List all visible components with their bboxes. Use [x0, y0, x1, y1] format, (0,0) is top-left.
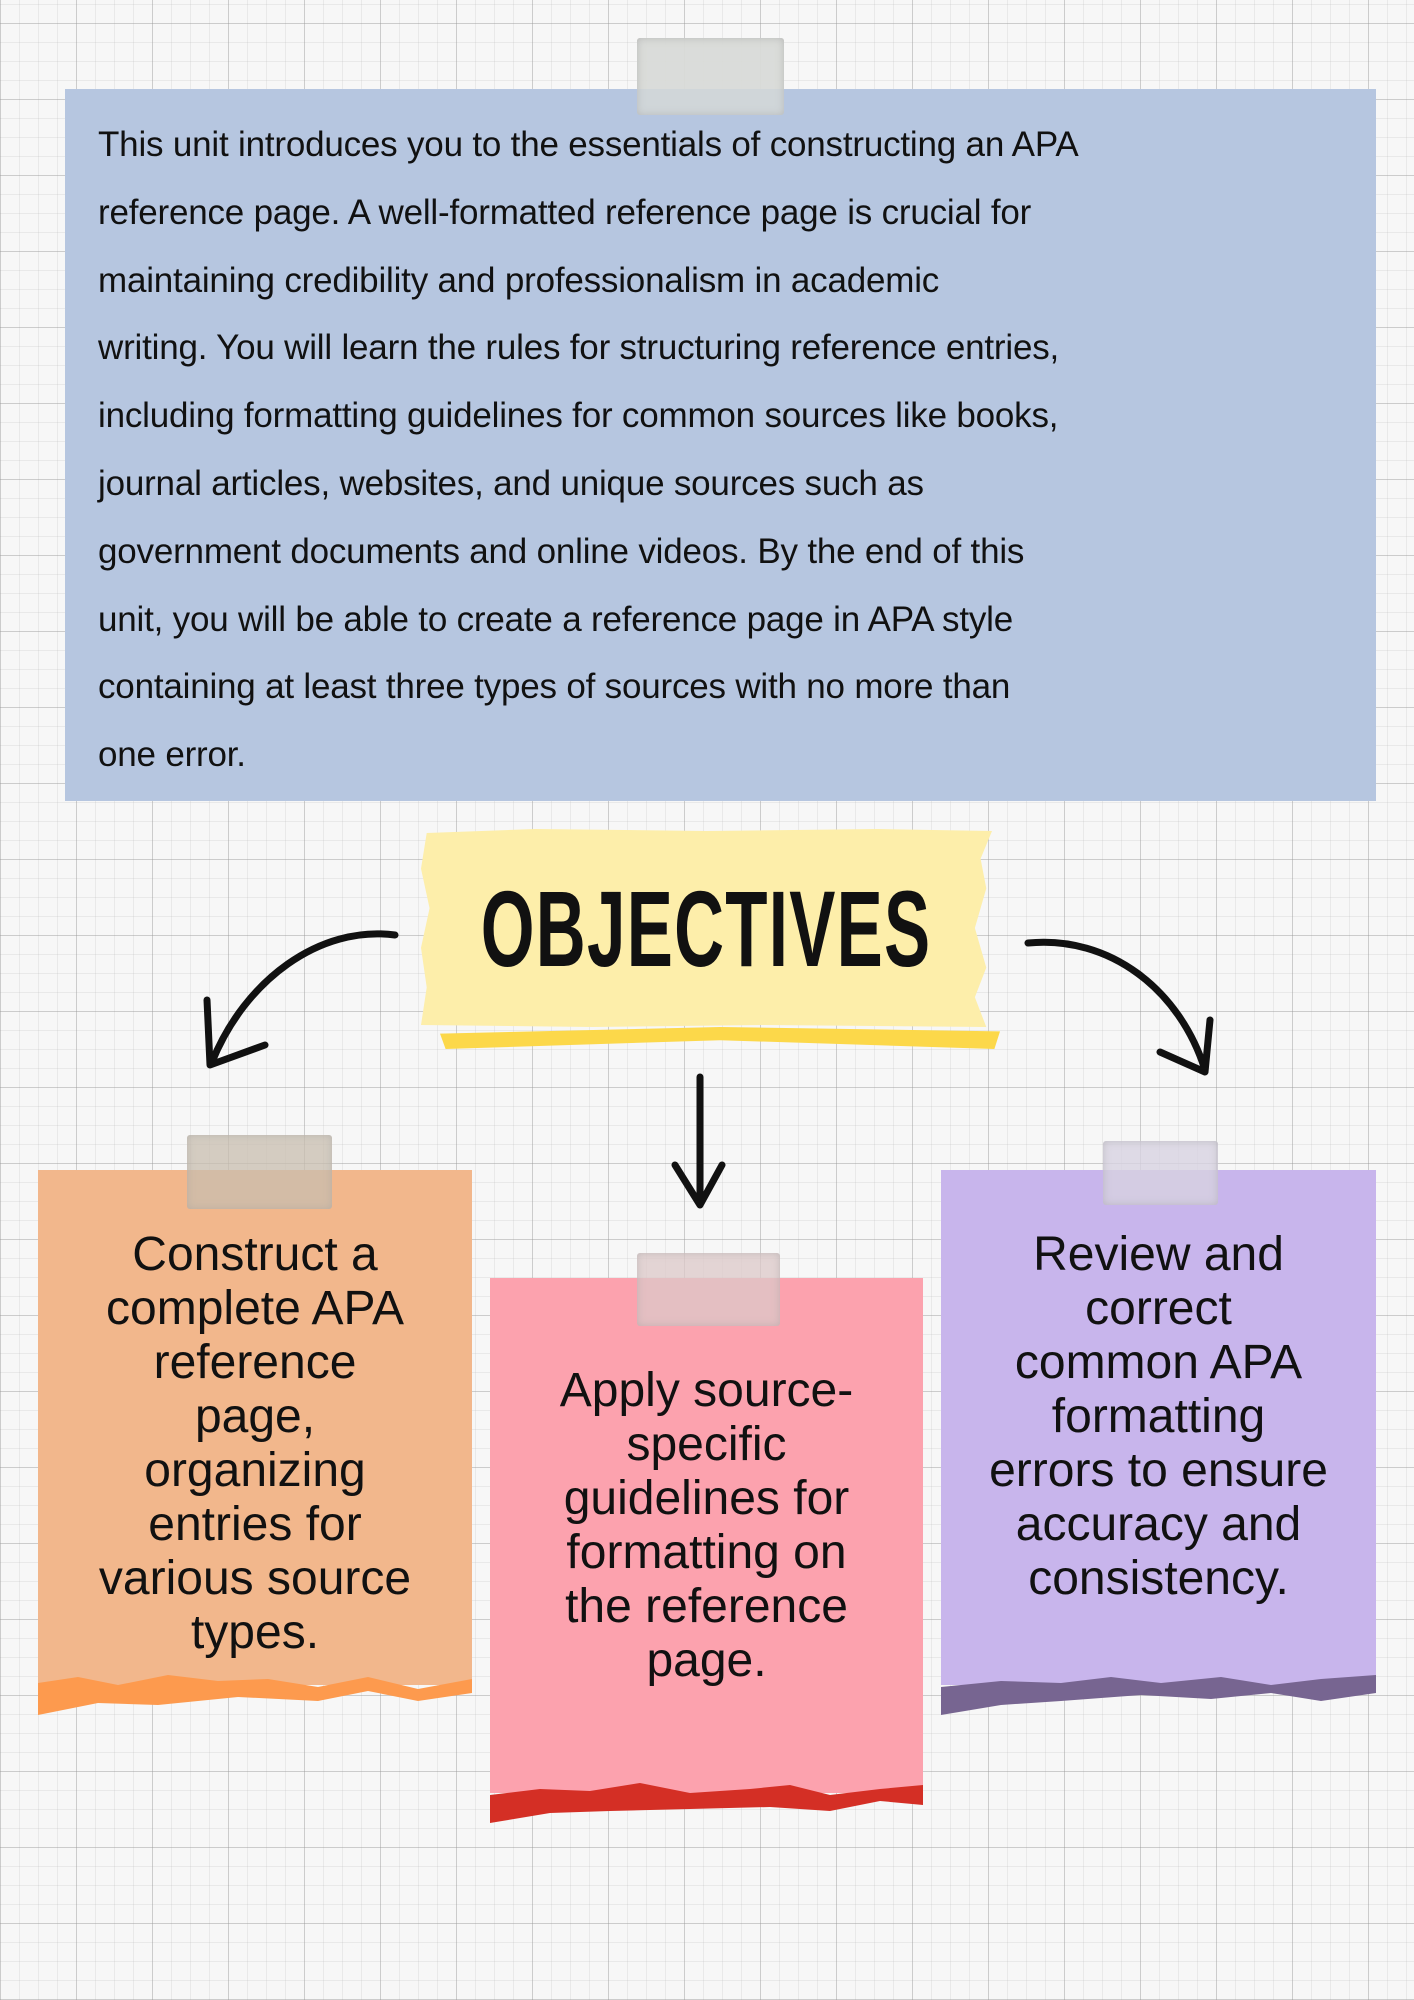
torn-edge — [38, 1675, 472, 1715]
intro-line: writing. You will learn the rules for structuring reference entries, — [98, 328, 1060, 368]
card-line: guidelines for — [563, 1472, 850, 1525]
intro-line: reference page. A well-formatted reference page is crucial for — [98, 192, 1032, 232]
card-line: reference — [153, 1336, 357, 1389]
arrow-right-icon — [1028, 942, 1210, 1072]
arrow-down-icon — [675, 1077, 722, 1205]
intro-line: one error. — [98, 735, 246, 775]
intro-line: unit, you will be able to create a reference page in APA style — [98, 599, 1014, 639]
intro-line: journal articles, websites, and unique sources such as — [98, 463, 924, 503]
card-line: various source — [98, 1552, 412, 1605]
intro-line: including formatting guidelines for common sources like books, — [98, 396, 1059, 436]
card-line: accuracy and — [1015, 1498, 1302, 1551]
card-line: Construct a — [132, 1228, 378, 1281]
torn-edge — [941, 1675, 1376, 1715]
card-line: correct — [1085, 1282, 1232, 1335]
tape — [637, 1253, 780, 1326]
card-line: page, — [194, 1390, 316, 1443]
card-line: formatting — [1051, 1390, 1266, 1443]
objectives-title: OBJECTIVES — [481, 867, 932, 989]
card-line: Apply source- — [559, 1364, 854, 1417]
arrow-left-icon — [207, 934, 395, 1065]
intro-line: government documents and online videos. By the end of this — [98, 531, 1025, 571]
card-line: the reference — [565, 1580, 848, 1633]
card-line: Review and — [1033, 1228, 1284, 1281]
objective-card-1 — [38, 1170, 472, 1715]
torn-edge — [490, 1783, 923, 1823]
objective-card-3 — [941, 1170, 1376, 1715]
intro-line: containing at least three types of sources with no more than — [98, 667, 1011, 707]
objective-card-2 — [490, 1278, 923, 1823]
card-line: page. — [646, 1634, 767, 1687]
card-line: specific — [626, 1418, 787, 1471]
tape — [1103, 1141, 1218, 1205]
card-line: common APA — [1014, 1336, 1303, 1389]
card-line: organizing — [144, 1444, 366, 1497]
tape — [187, 1135, 332, 1209]
card-line: complete APA — [106, 1282, 404, 1335]
intro-line: maintaining credibility and professionalism in academic — [98, 260, 940, 300]
card-line: errors to ensure — [989, 1444, 1328, 1497]
card-line: types. — [190, 1606, 320, 1659]
intro-line: This unit introduces you to the essentials of constructing an APA — [98, 125, 1079, 164]
card-line: formatting on — [566, 1526, 847, 1579]
card-line: entries for — [148, 1498, 362, 1551]
card-line: consistency. — [1028, 1552, 1289, 1605]
